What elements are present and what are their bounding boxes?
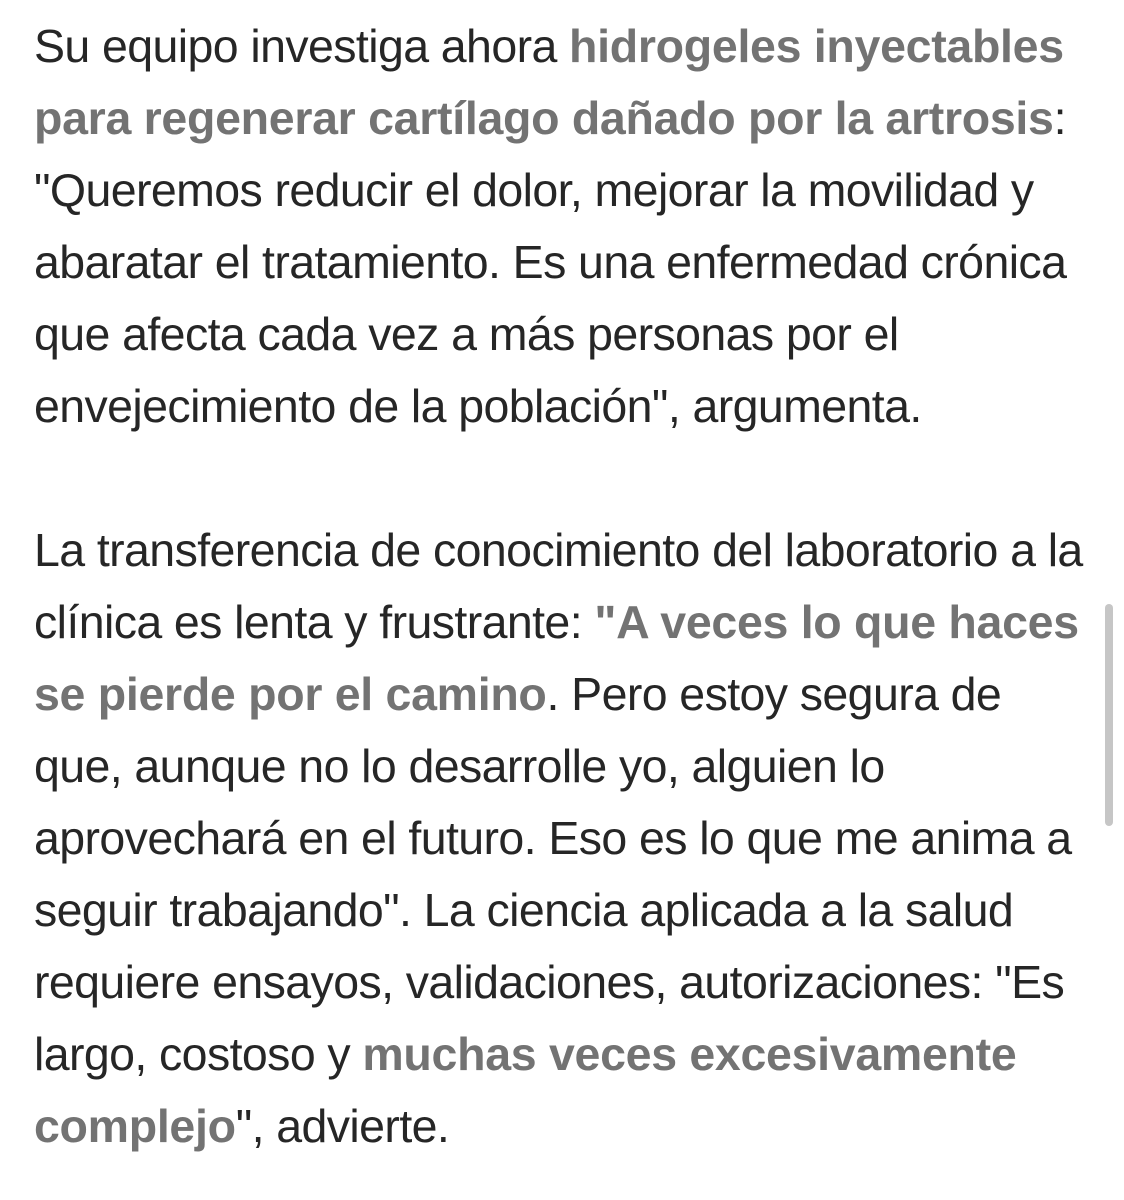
paragraph-text: . Pero estoy segura de que, aunque no lo desarrolle yo, alguien lo aprovechará en el futuro. Eso es lo que me anima a seguir trabajando". La ciencia aplicada a la salud requiere ensayos, validaciones, autorizaciones: "Es largo, costoso y: [34, 668, 1072, 1080]
highlighted-quote: "A veces lo que haces se pierde por el camino: [34, 596, 1079, 720]
scrollbar-thumb[interactable]: [1105, 604, 1113, 826]
paragraph-text: ", advierte.: [235, 1100, 450, 1152]
highlighted-phrase: hidrogeles inyectables para regenerar cartílago dañado por la artrosis: [34, 20, 1064, 144]
paragraph-hydrogels: [34, 10, 1094, 442]
paragraph-text: Su equipo investiga ahora: [34, 20, 570, 72]
paragraph-text: La transferencia de conocimiento del laboratorio a la clínica es lenta y frustrante:: [34, 524, 1083, 648]
highlighted-phrase: muchas veces excesivamente complejo: [34, 1028, 1017, 1152]
article-body: [34, 10, 1094, 1162]
paragraph-knowledge-transfer: [34, 514, 1094, 1162]
paragraph-text: : "Queremos reducir el dolor, mejorar la movilidad y abaratar el tratamiento. Es una enfermedad crónica que afecta cada vez a más personas por el envejecimiento de la población", argumenta.: [34, 92, 1067, 432]
